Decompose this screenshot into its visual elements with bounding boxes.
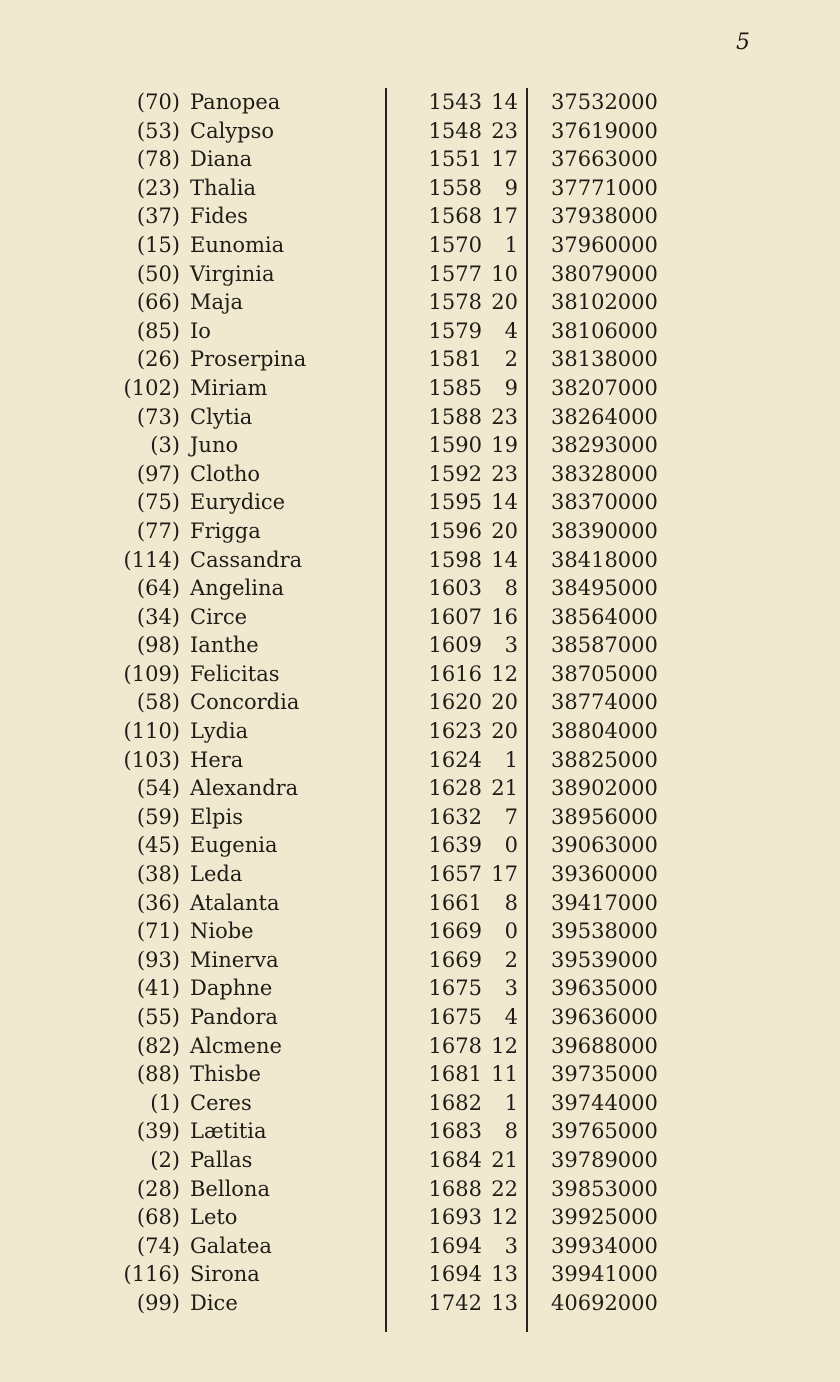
asteroid-number: (1) <box>150 1090 180 1115</box>
year-value: 1661 <box>428 890 482 915</box>
secondary-value: 8 <box>504 1119 518 1144</box>
large-value: 39765000 <box>551 1119 658 1144</box>
secondary-value: 0 <box>504 919 518 944</box>
asteroid-number: (58) <box>136 690 180 715</box>
secondary-value: 3 <box>504 633 518 658</box>
table-row <box>0 202 840 231</box>
page-number: 5 <box>736 30 750 55</box>
large-value: 39417000 <box>551 890 658 915</box>
year-value: 1675 <box>428 1005 482 1029</box>
secondary-value: 14 <box>491 490 518 515</box>
large-value: 39934000 <box>551 1233 658 1258</box>
asteroid-number: (45) <box>136 833 180 858</box>
table-row <box>0 631 840 660</box>
year-value: 1568 <box>428 204 482 229</box>
secondary-value: 12 <box>491 661 518 686</box>
asteroid-name: Fides <box>190 204 248 229</box>
year-value: 1581 <box>428 347 482 372</box>
table-row <box>0 860 840 889</box>
year-value: 1684 <box>428 1147 482 1172</box>
table-row <box>0 974 840 1003</box>
large-value: 39063000 <box>551 833 658 858</box>
table-row <box>0 1289 840 1318</box>
asteroid-name: Io <box>190 318 211 343</box>
asteroid-number: (77) <box>136 518 180 543</box>
year-value: 1596 <box>428 518 482 543</box>
table-row <box>0 1032 840 1061</box>
secondary-value: 20 <box>491 719 518 744</box>
year-value: 1595 <box>428 490 482 515</box>
year-value: 1688 <box>428 1176 482 1201</box>
asteroid-number: (82) <box>136 1033 180 1058</box>
asteroid-name: Clytia <box>190 404 253 429</box>
asteroid-number: (114) <box>123 547 180 572</box>
year-value: 1609 <box>428 633 482 658</box>
asteroid-name: Panopea <box>190 90 281 114</box>
table-row <box>0 517 840 546</box>
table-row <box>0 88 840 117</box>
table-row <box>0 746 840 775</box>
asteroid-number: (34) <box>136 604 180 629</box>
asteroid-number: (38) <box>136 862 180 887</box>
table-row <box>0 345 840 374</box>
year-value: 1588 <box>428 404 482 429</box>
asteroid-name: Miriam <box>190 375 268 400</box>
asteroid-number: (99) <box>136 1290 180 1315</box>
table-row <box>0 431 840 460</box>
asteroid-number: (39) <box>136 1119 180 1144</box>
asteroid-number: (26) <box>136 347 180 372</box>
large-value: 39360000 <box>551 862 658 887</box>
secondary-value: 17 <box>491 204 518 229</box>
asteroid-name: Proserpina <box>190 347 307 372</box>
asteroid-number: (70) <box>136 90 180 114</box>
secondary-value: 17 <box>491 147 518 172</box>
year-value: 1585 <box>428 375 482 400</box>
secondary-value: 9 <box>504 375 518 400</box>
table-row <box>0 1175 840 1204</box>
secondary-value: 23 <box>491 118 518 143</box>
year-value: 1669 <box>428 919 482 944</box>
large-value: 39941000 <box>551 1262 658 1287</box>
table-row <box>0 1060 840 1089</box>
asteroid-number: (71) <box>136 919 180 944</box>
year-value: 1632 <box>428 804 482 829</box>
asteroid-name: Pandora <box>190 1005 278 1029</box>
table-row <box>0 803 840 832</box>
year-value: 1592 <box>428 461 482 486</box>
table-row <box>0 1003 840 1032</box>
large-value: 38774000 <box>551 690 658 715</box>
large-value: 37771000 <box>551 175 658 200</box>
asteroid-number: (103) <box>123 747 180 772</box>
secondary-value: 1 <box>504 747 518 772</box>
year-value: 1678 <box>428 1033 482 1058</box>
asteroid-number: (53) <box>136 118 180 143</box>
table-row <box>0 1117 840 1146</box>
large-value: 38328000 <box>551 461 658 486</box>
large-value: 38825000 <box>551 747 658 772</box>
asteroid-number: (109) <box>123 661 180 686</box>
asteroid-name: Hera <box>190 747 244 772</box>
asteroid-name: Frigga <box>190 518 261 543</box>
table-row <box>0 488 840 517</box>
asteroid-number: (28) <box>136 1176 180 1201</box>
year-value: 1682 <box>428 1090 482 1115</box>
large-value: 38079000 <box>551 261 658 286</box>
asteroid-name: Ceres <box>190 1090 252 1115</box>
year-value: 1693 <box>428 1205 482 1230</box>
secondary-value: 3 <box>504 1233 518 1258</box>
table-row <box>0 403 840 432</box>
asteroid-table <box>0 88 840 1318</box>
asteroid-name: Eurydice <box>190 490 286 515</box>
table-row <box>0 231 840 260</box>
table-row <box>0 117 840 146</box>
asteroid-name: Niobe <box>190 919 254 944</box>
secondary-value: 16 <box>491 604 518 629</box>
secondary-value: 1 <box>504 232 518 257</box>
secondary-value: 9 <box>504 175 518 200</box>
large-value: 38102000 <box>551 290 658 315</box>
table-row <box>0 774 840 803</box>
secondary-value: 17 <box>491 862 518 887</box>
year-value: 1577 <box>428 261 482 286</box>
asteroid-number: (68) <box>136 1205 180 1230</box>
asteroid-number: (50) <box>136 261 180 286</box>
asteroid-number: (78) <box>136 147 180 172</box>
secondary-value: 1 <box>504 1090 518 1115</box>
large-value: 38956000 <box>551 804 658 829</box>
large-value: 37532000 <box>551 90 658 114</box>
secondary-value: 7 <box>504 804 518 829</box>
year-value: 1628 <box>428 776 482 801</box>
large-value: 37960000 <box>551 232 658 257</box>
secondary-value: 21 <box>491 776 518 801</box>
secondary-value: 3 <box>504 976 518 1001</box>
table-row <box>0 831 840 860</box>
asteroid-number: (110) <box>123 719 180 744</box>
large-value: 38207000 <box>551 375 658 400</box>
table-row <box>0 374 840 403</box>
table-row <box>0 260 840 289</box>
large-value: 39636000 <box>551 1005 658 1029</box>
year-value: 1607 <box>428 604 482 629</box>
year-value: 1620 <box>428 690 482 715</box>
table-row <box>0 1232 840 1261</box>
asteroid-number: (2) <box>150 1147 180 1172</box>
year-value: 1657 <box>428 862 482 887</box>
asteroid-name: Eunomia <box>190 232 285 257</box>
asteroid-number: (97) <box>136 461 180 486</box>
year-value: 1624 <box>428 747 482 772</box>
asteroid-name: Leda <box>190 862 243 887</box>
large-value: 38804000 <box>551 719 658 744</box>
asteroid-number: (88) <box>136 1062 180 1087</box>
large-value: 38705000 <box>551 661 658 686</box>
table-row <box>0 660 840 689</box>
asteroid-number: (55) <box>136 1005 180 1029</box>
year-value: 1694 <box>428 1233 482 1258</box>
asteroid-name: Pallas <box>190 1147 253 1172</box>
secondary-value: 8 <box>504 576 518 601</box>
large-value: 37663000 <box>551 147 658 172</box>
secondary-value: 12 <box>491 1033 518 1058</box>
secondary-value: 0 <box>504 833 518 858</box>
asteroid-number: (85) <box>136 318 180 343</box>
asteroid-number: (66) <box>136 290 180 315</box>
asteroid-name: Circe <box>190 604 248 629</box>
secondary-value: 23 <box>491 404 518 429</box>
table-row <box>0 546 840 575</box>
asteroid-number: (54) <box>136 776 180 801</box>
asteroid-name: Thisbe <box>190 1062 261 1087</box>
table-row <box>0 1089 840 1118</box>
asteroid-name: Virginia <box>190 261 275 286</box>
large-value: 38390000 <box>551 518 658 543</box>
secondary-value: 11 <box>491 1062 518 1087</box>
large-value: 38264000 <box>551 404 658 429</box>
asteroid-name: Sirona <box>190 1262 260 1287</box>
large-value: 38587000 <box>551 633 658 658</box>
large-value: 37619000 <box>551 118 658 143</box>
year-value: 1570 <box>428 232 482 257</box>
year-value: 1669 <box>428 947 482 972</box>
asteroid-name: Elpis <box>190 804 243 829</box>
year-value: 1548 <box>428 118 482 143</box>
year-value: 1683 <box>428 1119 482 1144</box>
large-value: 40692000 <box>551 1290 658 1315</box>
large-value: 38138000 <box>551 347 658 372</box>
asteroid-number: (73) <box>136 404 180 429</box>
asteroid-number: (15) <box>136 232 180 257</box>
secondary-value: 20 <box>491 690 518 715</box>
year-value: 1578 <box>428 290 482 315</box>
asteroid-name: Minerva <box>190 947 279 972</box>
asteroid-name: Eugenia <box>190 833 278 858</box>
year-value: 1598 <box>428 547 482 572</box>
asteroid-name: Lydia <box>190 719 249 744</box>
asteroid-name: Concordia <box>190 690 300 715</box>
year-value: 1590 <box>428 433 482 458</box>
large-value: 39539000 <box>551 947 658 972</box>
table-row <box>0 889 840 918</box>
asteroid-number: (75) <box>136 490 180 515</box>
secondary-value: 4 <box>504 318 518 343</box>
secondary-value: 2 <box>504 347 518 372</box>
asteroid-number: (59) <box>136 804 180 829</box>
large-value: 37938000 <box>551 204 658 229</box>
secondary-value: 20 <box>491 518 518 543</box>
asteroid-name: Thalia <box>190 175 257 200</box>
large-value: 39744000 <box>551 1090 658 1115</box>
table-row <box>0 574 840 603</box>
asteroid-name: Galatea <box>190 1233 272 1258</box>
secondary-value: 13 <box>491 1262 518 1287</box>
asteroid-name: Alexandra <box>190 776 299 801</box>
asteroid-name: Cassandra <box>190 547 303 572</box>
asteroid-name: Clotho <box>190 461 261 486</box>
asteroid-name: Daphne <box>190 976 273 1001</box>
table-row <box>0 1260 840 1289</box>
asteroid-name: Alcmene <box>190 1033 282 1058</box>
table-row <box>0 946 840 975</box>
asteroid-name: Atalanta <box>190 890 280 915</box>
secondary-value: 13 <box>491 1290 518 1315</box>
secondary-value: 8 <box>504 890 518 915</box>
large-value: 39688000 <box>551 1033 658 1058</box>
large-value: 39789000 <box>551 1147 658 1172</box>
table-row <box>0 603 840 632</box>
secondary-value: 23 <box>491 461 518 486</box>
table-row <box>0 317 840 346</box>
asteroid-name: Ianthe <box>190 633 259 658</box>
asteroid-number: (98) <box>136 633 180 658</box>
table-row <box>0 688 840 717</box>
year-value: 1543 <box>428 90 482 114</box>
secondary-value: 21 <box>491 1147 518 1172</box>
table-row <box>0 1146 840 1175</box>
table-row <box>0 1203 840 1232</box>
asteroid-number: (36) <box>136 890 180 915</box>
large-value: 38370000 <box>551 490 658 515</box>
large-value: 38106000 <box>551 318 658 343</box>
asteroid-number: (64) <box>136 576 180 601</box>
asteroid-name: Dice <box>190 1290 238 1315</box>
large-value: 38902000 <box>551 776 658 801</box>
asteroid-number: (102) <box>123 375 180 400</box>
year-value: 1694 <box>428 1262 482 1287</box>
asteroid-name: Leto <box>190 1205 238 1230</box>
table-row <box>0 917 840 946</box>
secondary-value: 14 <box>491 547 518 572</box>
year-value: 1681 <box>428 1062 482 1087</box>
year-value: 1616 <box>428 661 482 686</box>
year-value: 1558 <box>428 175 482 200</box>
asteroid-number: (23) <box>136 175 180 200</box>
large-value: 38293000 <box>551 433 658 458</box>
year-value: 1603 <box>428 576 482 601</box>
asteroid-number: (74) <box>136 1233 180 1258</box>
secondary-value: 2 <box>504 947 518 972</box>
table-row <box>0 145 840 174</box>
large-value: 38495000 <box>551 576 658 601</box>
table-row <box>0 174 840 203</box>
large-value: 38418000 <box>551 547 658 572</box>
large-value: 39853000 <box>551 1176 658 1201</box>
large-value: 39635000 <box>551 976 658 1001</box>
asteroid-number: (41) <box>136 976 180 1001</box>
table-row <box>0 717 840 746</box>
large-value: 39735000 <box>551 1062 658 1087</box>
table-row <box>0 460 840 489</box>
asteroid-name: Angelina <box>190 576 285 601</box>
secondary-value: 14 <box>491 90 518 114</box>
asteroid-name: Maja <box>190 290 244 315</box>
year-value: 1742 <box>428 1290 482 1315</box>
large-value: 38564000 <box>551 604 658 629</box>
asteroid-name: Juno <box>190 433 239 458</box>
year-value: 1579 <box>428 318 482 343</box>
asteroid-name: Diana <box>190 147 253 172</box>
year-value: 1675 <box>428 976 482 1001</box>
asteroid-name: Calypso <box>190 118 275 143</box>
large-value: 39925000 <box>551 1205 658 1230</box>
asteroid-number: (116) <box>123 1262 180 1287</box>
asteroid-number: (37) <box>136 204 180 229</box>
year-value: 1551 <box>428 147 482 172</box>
secondary-value: 22 <box>491 1176 518 1201</box>
asteroid-name: Bellona <box>190 1176 270 1201</box>
large-value: 39538000 <box>551 919 658 944</box>
asteroid-name: Felicitas <box>190 661 280 686</box>
year-value: 1623 <box>428 719 482 744</box>
asteroid-number: (93) <box>136 947 180 972</box>
secondary-value: 20 <box>491 290 518 315</box>
secondary-value: 4 <box>504 1005 518 1029</box>
table-row <box>0 288 840 317</box>
secondary-value: 19 <box>491 433 518 458</box>
secondary-value: 12 <box>491 1205 518 1230</box>
asteroid-number: (3) <box>150 433 180 458</box>
asteroid-name: Lætitia <box>190 1119 267 1144</box>
year-value: 1639 <box>428 833 482 858</box>
secondary-value: 10 <box>491 261 518 286</box>
